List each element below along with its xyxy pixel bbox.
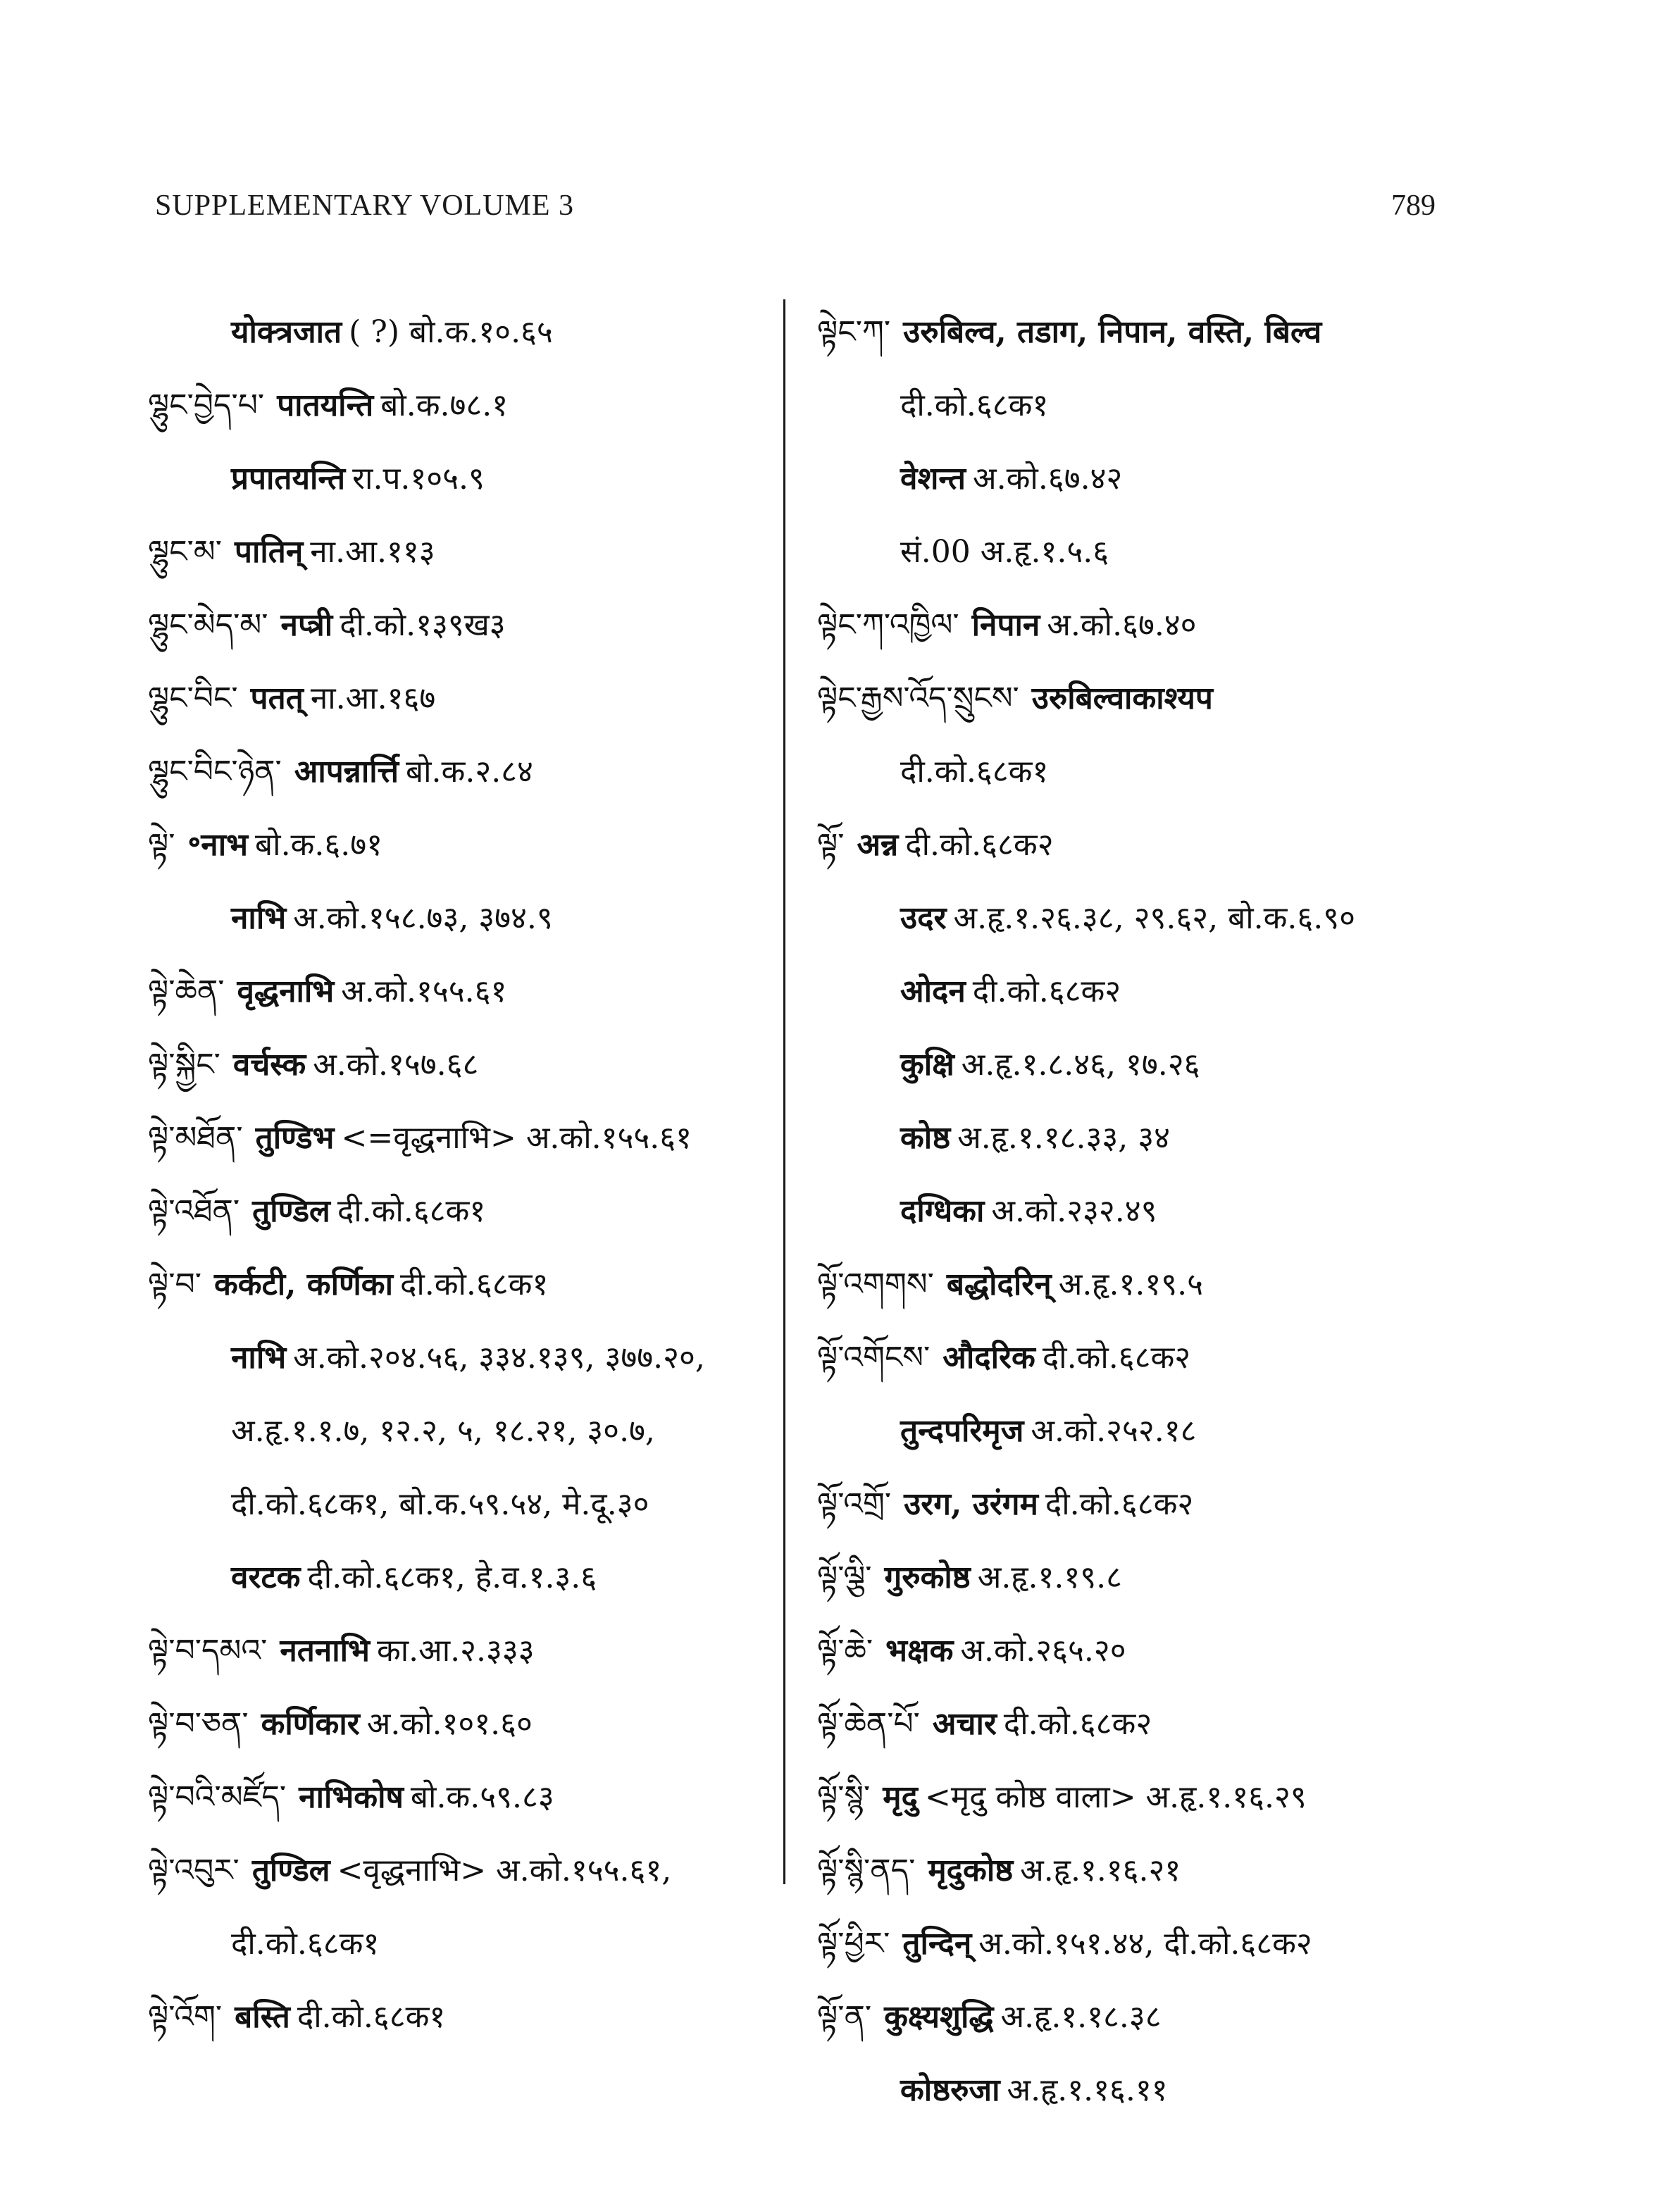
sanskrit-headword: पातयन्ति — [277, 387, 374, 423]
entry-line — [817, 1102, 1451, 1175]
source-reference: अ.को.६७.४२ — [973, 461, 1123, 497]
entry-line — [817, 735, 1451, 809]
source-reference: अ.को.१५७.६८ — [313, 1047, 479, 1083]
source-reference: अ.हृ.१.१६.२१ — [1020, 1853, 1181, 1888]
tibetan-term: ལྟོ་ན་ — [817, 1999, 872, 2035]
source-reference: अ.को.१५५.६१ — [341, 973, 507, 1009]
entry-line — [817, 1248, 1451, 1321]
sanskrit-headword: कोष्ठ — [900, 1120, 951, 1156]
entry-line — [817, 1614, 1451, 1688]
entry-line — [148, 589, 782, 662]
right-column — [817, 296, 1451, 2127]
tibetan-term: ལྟེ་འོག་ — [148, 1999, 223, 2035]
entry-line — [148, 516, 782, 589]
tibetan-term: ལྟོ་སྙི་ནད་ — [817, 1853, 916, 1888]
tibetan-term: ལྟེ་འབུར་ — [148, 1853, 239, 1888]
sanskrit-headword: ॰नाभ — [187, 827, 249, 863]
source-reference: दी.को.६८क२ — [1045, 1486, 1194, 1522]
source-reference: अ.को.६७.४० — [1047, 607, 1197, 643]
sanskrit-headword: दग्धिका — [900, 1193, 985, 1229]
source-reference: अ.को.२६५.२० — [960, 1633, 1126, 1669]
sanskrit-headword: नाभि — [231, 1340, 287, 1376]
sanskrit-headword: प्रपातयन्ति — [231, 461, 346, 497]
source-reference: अ.को.१०१.६० — [366, 1706, 533, 1742]
sanskrit-headword: तुण्डिभ — [255, 1120, 335, 1156]
sanskrit-headword: उरुबिल्वाकाश्यप — [1031, 680, 1213, 716]
source-reference: दी.को.६८क१ — [297, 1999, 446, 2035]
source-reference: रा.प.१०५.९ — [352, 461, 485, 497]
source-reference: अ.को.२५२.१८ — [1031, 1413, 1197, 1449]
source-reference: दी.को.६८क१ — [399, 1266, 549, 1302]
sanskrit-headword: तुण्डिल — [252, 1193, 330, 1229]
source-reference: दी.को.६८क२ — [1003, 1706, 1152, 1742]
tibetan-term: ལྟེ་འཐོན་ — [148, 1193, 240, 1229]
sanskrit-headword: उरग, उरंगम — [904, 1486, 1038, 1522]
sanskrit-headword: कुक्षि — [900, 1047, 954, 1083]
entry-line — [817, 882, 1451, 955]
source-reference: <मृदु कोष्ठ वाला> अ.हृ.१.१६.२९ — [924, 1779, 1307, 1815]
entry-line — [817, 1834, 1451, 1907]
source-reference: अ.हृ.१.१८.३३, ३४ — [957, 1120, 1171, 1156]
sanskrit-headword: अचार — [932, 1706, 997, 1742]
source-reference: <वृद्धनाभि> अ.को.१५५.६१, — [337, 1853, 672, 1888]
tibetan-term: ལྷུང་བྱེད་པ་ — [148, 387, 265, 423]
sanskrit-headword: योक्त्रजात — [231, 314, 342, 350]
tibetan-term: ལྟོ་སྙི་ — [817, 1779, 871, 1815]
source-reference: बो.क.६.७१ — [255, 827, 382, 863]
source-reference: सं.00 अ.हृ.१.५.६ — [900, 534, 1109, 570]
source-reference: <=वृद्धनाभि> अ.को.१५५.६१ — [341, 1120, 692, 1156]
sanskrit-headword: उदर — [900, 900, 947, 936]
source-reference: अ.हृ.१.१९.८ — [977, 1559, 1123, 1595]
source-reference: अ.को.२३२.४९ — [991, 1193, 1157, 1229]
tibetan-term: ལྟོ་འགགས་ — [817, 1266, 934, 1302]
entry-line — [817, 442, 1451, 516]
entry-line — [817, 1468, 1451, 1541]
entry-line — [148, 369, 782, 442]
sanskrit-headword: निपान — [971, 607, 1040, 643]
entry-line — [148, 442, 782, 516]
entry-line — [817, 1541, 1451, 1614]
sanskrit-headword: पतत् — [250, 680, 304, 716]
source-reference: दी.को.६८क१, हे.व.१.३.६ — [307, 1559, 597, 1595]
sanskrit-headword: उरुबिल्व, तडाग, निपान, वस्ति, बिल्व — [903, 314, 1322, 350]
page-number: 789 — [1391, 189, 1436, 222]
source-reference: दी.को.६८क२ — [972, 973, 1121, 1009]
source-reference: ना.आ.१६७ — [310, 680, 436, 716]
source-reference: बो.क.५९.८३ — [410, 1779, 554, 1815]
tibetan-term: ལྟེང་ཀ་འཁྱིལ་ — [817, 607, 959, 643]
entry-line — [817, 662, 1451, 735]
sanskrit-headword: नप्त्री — [280, 607, 333, 643]
tibetan-term: ལྟེང་རྒྱས་འོད་སྲུངས་ — [817, 680, 1019, 716]
sanskrit-headword: कर्णिकार — [261, 1706, 360, 1742]
source-reference: बो.क.२.८४ — [406, 754, 533, 790]
source-reference: अ.हृ.१.१९.५ — [1058, 1266, 1203, 1302]
source-reference: दी.को.६८क१ — [231, 1926, 380, 1962]
sanskrit-headword: तुन्दिन् — [902, 1926, 972, 1962]
tibetan-term: ལྟེ་བའི་མཛོད་ — [148, 1779, 287, 1815]
entry-line — [148, 735, 782, 809]
tibetan-term: ལྟེ་ — [148, 827, 175, 863]
sanskrit-headword: नाभिकोष — [299, 1779, 404, 1815]
entry-line — [817, 516, 1451, 589]
source-reference: अ.हृ.१.१६.११ — [1007, 2072, 1168, 2108]
entry-line — [148, 1981, 782, 2054]
source-reference: बो.क.७८.१ — [380, 387, 509, 423]
sanskrit-headword: अन्न — [857, 827, 899, 863]
sanskrit-headword: कोष्ठरुजा — [900, 2072, 1000, 2108]
entry-line — [148, 1614, 782, 1688]
sanskrit-headword: औदरिक — [942, 1340, 1035, 1376]
source-reference: अ.हृ.१.८.४६, १७.२६ — [961, 1047, 1200, 1083]
tibetan-term: ལྷུང་མ་ — [148, 534, 222, 570]
entry-line — [148, 1761, 782, 1834]
tibetan-term: ལྟོ་འགོངས་ — [817, 1340, 931, 1376]
entry-line — [817, 1981, 1451, 2054]
tibetan-term: ལྟེ་བ་དམའ་ — [148, 1633, 268, 1669]
entry-line — [148, 1541, 782, 1614]
tibetan-term: ལྟེ་བ་ — [148, 1266, 201, 1302]
source-reference: ( ?) बो.क.१०.६५ — [349, 314, 553, 350]
entry-line — [148, 1907, 782, 1981]
entry-line — [148, 882, 782, 955]
entry-line — [148, 1102, 782, 1175]
tibetan-term: ལྟེ་སྐྱིང་ — [148, 1047, 220, 1083]
tibetan-term: ལྟོ་ལྕི་ — [817, 1559, 872, 1595]
sanskrit-headword: मृदुकोष्ठ — [928, 1853, 1014, 1888]
sanskrit-headword: पातिन् — [234, 534, 304, 570]
sanskrit-headword: ओदन — [900, 973, 966, 1009]
sanskrit-headword: कर्कटी, कर्णिका — [214, 1266, 393, 1302]
tibetan-term: ལྷུང་མེད་མ་ — [148, 607, 268, 643]
source-reference: दी.को.६८क१, बो.क.५९.५४, मे.दू.३० — [231, 1486, 649, 1522]
sanskrit-headword: वर्चस्क — [232, 1047, 306, 1083]
sanskrit-headword: वृद्धनाभि — [237, 973, 335, 1009]
sanskrit-headword: तुण्डिल — [251, 1853, 330, 1888]
source-reference: अ.को.१५८.७३, ३७४.९ — [293, 900, 553, 936]
entry-line — [148, 1028, 782, 1102]
source-reference: दी.को.६८क१ — [900, 754, 1049, 790]
source-reference: दी.को.१३९ख३ — [340, 607, 506, 643]
source-reference: का.आ.२.३३३ — [376, 1633, 535, 1669]
source-reference: अ.हृ.१.१.७, १२.२, ५, १८.२१, ३०.७, — [231, 1413, 655, 1449]
tibetan-term: ལྟོ་ཕྱིར་ — [817, 1926, 890, 1962]
source-reference: अ.को.२०४.५६, ३३४.१३९, ३७७.२०, — [293, 1340, 705, 1376]
entry-line — [817, 369, 1451, 442]
source-reference: अ.हृ.१.१८.३८ — [1000, 1999, 1162, 2035]
source-reference: दी.को.६८क१ — [337, 1193, 486, 1229]
sanskrit-headword: बद्धोदरिन् — [946, 1266, 1052, 1302]
entry-line — [817, 1395, 1451, 1468]
entry-line — [817, 1907, 1451, 1981]
sanskrit-headword: आपन्नार्त्ति — [294, 754, 399, 790]
source-reference: दी.को.६८क२ — [1042, 1340, 1191, 1376]
sanskrit-headword: भक्षक — [885, 1633, 954, 1669]
entry-line — [148, 1395, 782, 1468]
entry-line — [817, 589, 1451, 662]
entry-line — [817, 1175, 1451, 1248]
sanskrit-headword: नाभि — [231, 900, 287, 936]
tibetan-term: ལྟེ་བ་ཅན་ — [148, 1706, 249, 1742]
source-reference: दी.को.६८क१ — [900, 387, 1049, 423]
entry-line — [148, 662, 782, 735]
sanskrit-headword: तुन्दपरिमृज — [900, 1413, 1024, 1449]
entry-line — [817, 955, 1451, 1028]
entry-line — [148, 1688, 782, 1761]
entry-line — [148, 1175, 782, 1248]
sanskrit-headword: गुरुकोष्ठ — [884, 1559, 971, 1595]
entry-line — [148, 1248, 782, 1321]
sanskrit-headword: बस्ति — [235, 1999, 290, 2035]
source-reference: ना.आ.११३ — [310, 534, 435, 570]
entry-line — [148, 1321, 782, 1395]
tibetan-term: ལྟེང་ཀ་ — [817, 314, 891, 350]
entry-line — [817, 1028, 1451, 1102]
tibetan-term: ལྟེ་ཆེན་ — [148, 973, 225, 1009]
tibetan-term: ལྷུང་བིང་ — [148, 680, 238, 716]
column-rule — [783, 299, 785, 1884]
entry-line — [148, 296, 782, 369]
sanskrit-headword: वरटक — [231, 1559, 301, 1595]
tibetan-term: ལྟོ་ཆེན་པོ་ — [817, 1706, 920, 1742]
entry-line — [148, 809, 782, 882]
running-head: SUPPLEMENTARY VOLUME 3 — [155, 189, 575, 222]
entry-line — [148, 955, 782, 1028]
tibetan-term: ལྟོ་འགྲོ་ — [817, 1486, 892, 1522]
sanskrit-headword: वेशन्त — [900, 461, 966, 497]
left-column — [148, 296, 782, 2054]
sanskrit-headword: कुक्ष्यशुद्धि — [884, 1999, 994, 2035]
entry-line — [817, 1321, 1451, 1395]
source-reference: दी.को.६८क२ — [905, 827, 1054, 863]
tibetan-term: ལྟོ་ — [817, 827, 845, 863]
tibetan-term: ལྟོ་ཆེ་ — [817, 1633, 873, 1669]
tibetan-term: ལྷུང་བིང་ཉེན་ — [148, 754, 282, 790]
entry-line — [817, 296, 1451, 369]
sanskrit-headword: मृदु — [883, 1779, 918, 1815]
entry-line — [817, 1761, 1451, 1834]
entry-line — [817, 2054, 1451, 2127]
sanskrit-headword: नतनाभि — [280, 1633, 370, 1669]
entry-line — [817, 809, 1451, 882]
entry-line — [817, 1688, 1451, 1761]
entry-line — [148, 1834, 782, 1907]
entry-line — [148, 1468, 782, 1541]
source-reference: अ.हृ.१.२६.३८, २९.६२, बो.क.६.९० — [953, 900, 1356, 936]
source-reference: अ.को.१५१.४४, दी.को.६८क२ — [978, 1926, 1312, 1962]
tibetan-term: ལྟེ་མཐོན་ — [148, 1120, 243, 1156]
